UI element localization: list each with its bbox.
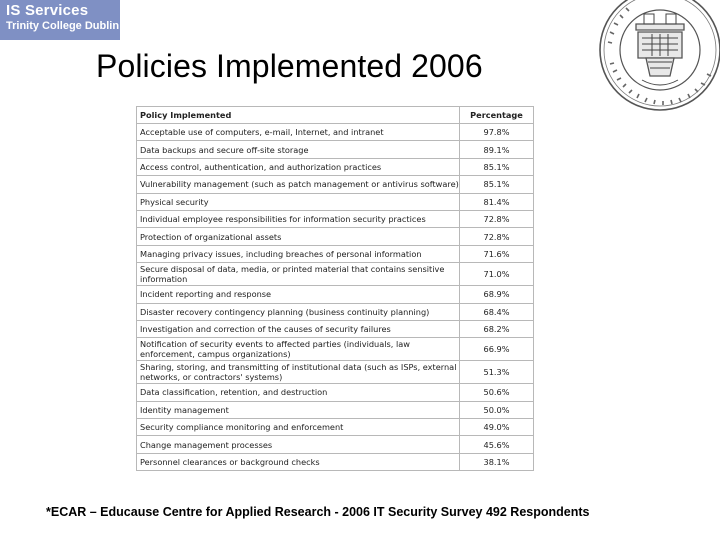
table-row bbox=[137, 453, 534, 470]
percentage-cell: 50.6% bbox=[460, 384, 534, 401]
policy-cell: Data backups and secure off-site storage bbox=[137, 141, 460, 158]
policy-cell: Access control, authentication, and authorization practices bbox=[137, 158, 460, 175]
table-row bbox=[137, 210, 534, 227]
percentage-cell: 38.1% bbox=[460, 453, 534, 470]
table-row bbox=[137, 158, 534, 175]
table-row bbox=[137, 286, 534, 303]
policy-cell: Protection of organizational assets bbox=[137, 228, 460, 245]
page-title: Policies Implemented 2006 bbox=[96, 48, 483, 84]
table-row bbox=[137, 141, 534, 158]
percentage-cell: 89.1% bbox=[460, 141, 534, 158]
college-seal-icon bbox=[596, 0, 720, 116]
percentage-cell: 71.0% bbox=[460, 263, 534, 286]
policy-cell: Personnel clearances or background checks bbox=[137, 453, 460, 470]
percentage-cell: 72.8% bbox=[460, 228, 534, 245]
policy-cell: Security compliance monitoring and enforcement bbox=[137, 419, 460, 436]
policy-cell: Individual employee responsibilities for information security practices bbox=[137, 210, 460, 227]
policy-cell: Investigation and correction of the causes of security failures bbox=[137, 320, 460, 337]
policy-cell: Disaster recovery contingency planning (business continuity planning) bbox=[137, 303, 460, 320]
percentage-cell: 85.1% bbox=[460, 158, 534, 175]
policy-cell: Acceptable use of computers, e-mail, Internet, and intranet bbox=[137, 124, 460, 141]
table-row bbox=[137, 384, 534, 401]
table-row bbox=[137, 419, 534, 436]
table-row bbox=[137, 245, 534, 262]
table-row bbox=[137, 124, 534, 141]
column-header-policy: Policy Implemented bbox=[137, 107, 460, 124]
policy-cell: Managing privacy issues, including breaches of personal information bbox=[137, 245, 460, 262]
is-services-logo bbox=[0, 0, 120, 40]
policy-cell: Vulnerability management (such as patch management or antivirus software) bbox=[137, 176, 460, 193]
logo-title: IS Services bbox=[6, 2, 89, 19]
percentage-cell: 85.1% bbox=[460, 176, 534, 193]
table-row bbox=[137, 320, 534, 337]
percentage-cell: 71.6% bbox=[460, 245, 534, 262]
policy-cell: Sharing, storing, and transmitting of institutional data (such as ISPs, external networks, or contractors' systems) bbox=[137, 361, 460, 384]
percentage-cell: 66.9% bbox=[460, 338, 534, 361]
policy-cell: Change management processes bbox=[137, 436, 460, 453]
percentage-cell: 50.0% bbox=[460, 401, 534, 418]
table-row bbox=[137, 436, 534, 453]
table-row bbox=[137, 228, 534, 245]
policy-cell: Secure disposal of data, media, or printed material that contains sensitive information bbox=[137, 263, 460, 286]
table-row bbox=[137, 176, 534, 193]
percentage-cell: 45.6% bbox=[460, 436, 534, 453]
percentage-cell: 49.0% bbox=[460, 419, 534, 436]
logo-subtitle: Trinity College Dublin bbox=[6, 20, 120, 32]
column-header-percentage: Percentage bbox=[460, 107, 534, 124]
policy-cell: Identity management bbox=[137, 401, 460, 418]
policy-cell: Data classification, retention, and destruction bbox=[137, 384, 460, 401]
table-row bbox=[137, 263, 534, 286]
source-footnote: *ECAR – Educause Centre for Applied Research - 2006 IT Security Survey 492 Respondents bbox=[46, 505, 590, 519]
policies-table bbox=[136, 106, 534, 471]
table-row bbox=[137, 193, 534, 210]
table-row bbox=[137, 303, 534, 320]
table-row bbox=[137, 401, 534, 418]
percentage-cell: 68.4% bbox=[460, 303, 534, 320]
percentage-cell: 68.9% bbox=[460, 286, 534, 303]
policy-cell: Incident reporting and response bbox=[137, 286, 460, 303]
table-row bbox=[137, 361, 534, 384]
policy-cell: Physical security bbox=[137, 193, 460, 210]
percentage-cell: 51.3% bbox=[460, 361, 534, 384]
percentage-cell: 81.4% bbox=[460, 193, 534, 210]
table-header-row bbox=[137, 107, 534, 124]
percentage-cell: 72.8% bbox=[460, 210, 534, 227]
policy-cell: Notification of security events to affected parties (individuals, law enforcement, campus organizations) bbox=[137, 338, 460, 361]
percentage-cell: 97.8% bbox=[460, 124, 534, 141]
percentage-cell: 68.2% bbox=[460, 320, 534, 337]
table-row bbox=[137, 338, 534, 361]
